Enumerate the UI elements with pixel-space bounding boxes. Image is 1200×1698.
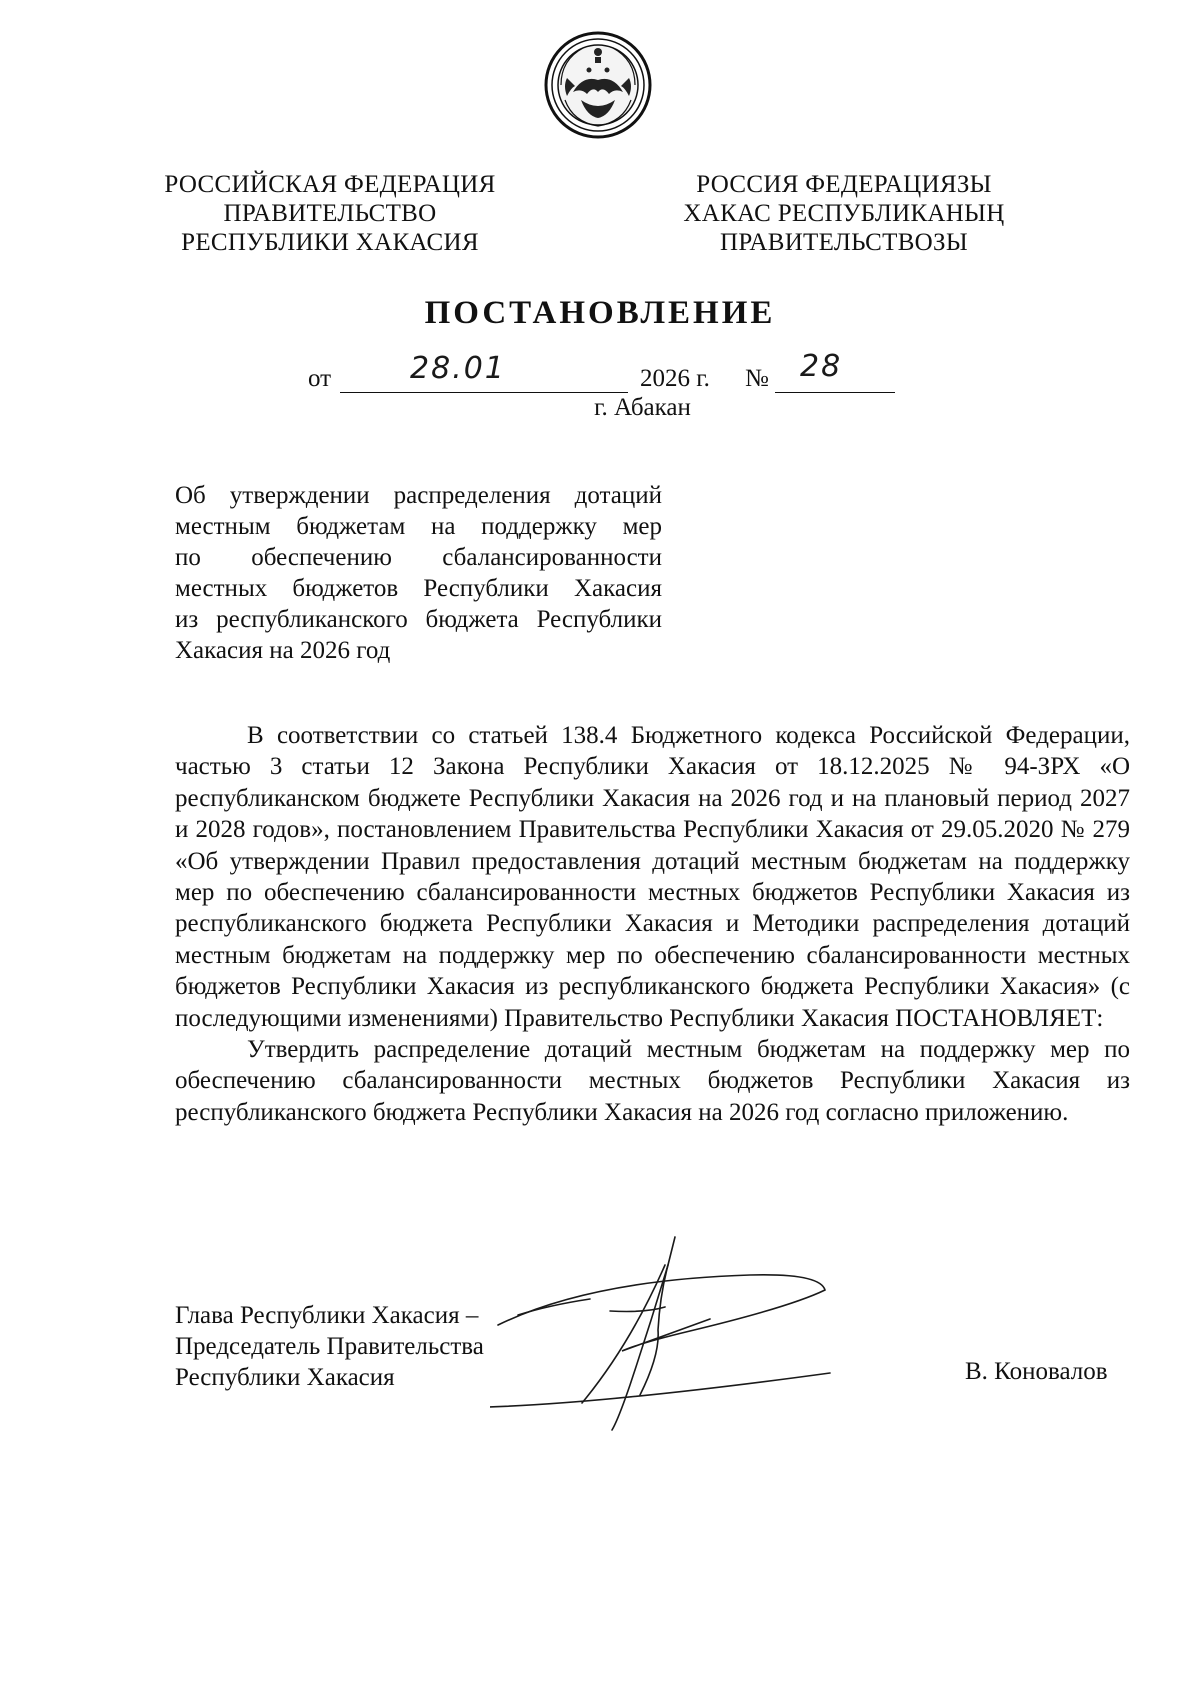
city: г. Абакан bbox=[594, 394, 691, 421]
body-paragraph: В соответствии со статьей 138.4 Бюджетного кодекса Российской Федерации, частью 3 статьи 12 Закона Республики Хакасия от 18.12.2025 № 94-ЗРХ «О республиканском бюджете Республики Хакасия на 2026 год и на плановый период 2027 и 2028 годов», постановлением Правительства Республики Хакасия от 29.05.2020 № 279 «Об утверждении Правил предоставления дотаций местным бюджетам на поддержку мер по обеспечению сбалансированности местных бюджетов Республики Хакасия из республиканского бюджета Республики Хакасия и Методики распределения дотаций местным бюджетам на поддержку мер по обеспечению сбалансированности местных бюджетов Республики Хакасия из республиканского бюджета Республики Хакасия» (с последующими изменениями) Правительство Республики Хакасия ПОСТАНОВЛЯЕТ: bbox=[175, 722, 1130, 1032]
document-body bbox=[175, 720, 1130, 1128]
year-label: 2026 г. bbox=[640, 365, 710, 392]
signatory-title-line: Глава Республики Хакасия – bbox=[175, 1302, 479, 1329]
subject-line: по обеспечению сбалансированности bbox=[175, 544, 662, 571]
date-number-line bbox=[0, 349, 1200, 397]
number-label: № bbox=[745, 365, 769, 392]
header-left-line: РОССИЙСКАЯ ФЕДЕРАЦИЯ bbox=[164, 171, 496, 198]
handwritten-signature bbox=[490, 1235, 850, 1435]
signatory-title-line: Председатель Правительства bbox=[175, 1333, 484, 1360]
number-underline bbox=[775, 391, 895, 393]
header-left bbox=[120, 170, 540, 257]
handwritten-date: 28.01 bbox=[410, 351, 506, 386]
coat-of-arms-emblem bbox=[543, 30, 653, 140]
signatory-title bbox=[175, 1300, 484, 1393]
subject-line: Хакасия на 2026 год bbox=[175, 637, 391, 664]
signatory-name: В. Коновалов bbox=[965, 1358, 1108, 1385]
header-right bbox=[634, 170, 1054, 257]
header-right-line: ПРАВИТЕЛЬСТВОЗЫ bbox=[720, 229, 968, 256]
header-right-line: РОССИЯ ФЕДЕРАЦИЯЗЫ bbox=[696, 171, 992, 198]
document-type-title: ПОСТАНОВЛЕНИЕ bbox=[424, 295, 776, 331]
subject-line: местных бюджетов Республики Хакасия bbox=[175, 575, 662, 602]
body-paragraph: Утвердить распределение дотаций местным бюджетам на поддержку мер по обеспечению сбалансированности местных бюджетов Республики Хакасия из республиканского бюджета Республики Хакасия на 2026 год согласно приложению. bbox=[175, 1036, 1130, 1126]
date-underline bbox=[340, 391, 628, 393]
subject-line: местным бюджетам на поддержку мер bbox=[175, 513, 662, 540]
subject-line: из республиканского бюджета Республики bbox=[175, 606, 662, 633]
handwritten-number: 28 bbox=[800, 349, 843, 384]
subject-line: Об утверждении распределения дотаций bbox=[175, 482, 662, 509]
from-label: от bbox=[308, 365, 332, 392]
header-left-line: ПРАВИТЕЛЬСТВО bbox=[223, 200, 437, 227]
signatory-title-line: Республики Хакасия bbox=[175, 1364, 395, 1391]
header-right-line: ХАКАС РЕСПУБЛИКАНЫҢ bbox=[683, 200, 1005, 227]
header-left-line: РЕСПУБЛИКИ ХАКАСИЯ bbox=[181, 229, 479, 256]
document-subject bbox=[175, 480, 662, 666]
